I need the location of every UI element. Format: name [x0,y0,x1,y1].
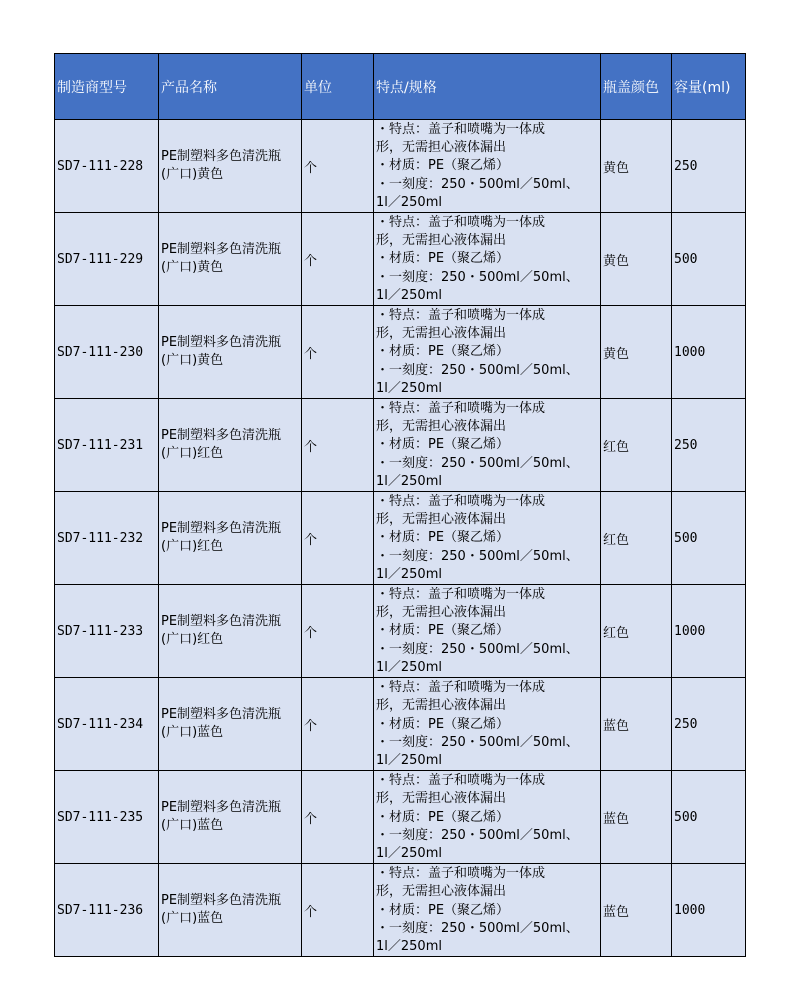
cell-unit: 个 [302,120,374,213]
spec-line: ・特点：盖子和喷嘴为一体成 [376,680,546,696]
table-row [55,120,746,213]
spec-line: ・材质：PE（聚乙烯） [376,437,510,453]
spec-line: ・一刻度：250・500ml／50ml、 [376,176,579,192]
cell-spec [374,585,601,678]
spec-line: 1l／250ml [376,287,442,303]
cell-cap-color: 黄色 [601,120,672,213]
spec-line: ・特点：盖子和喷嘴为一体成 [376,401,546,417]
cell-product-name: PE制塑料多色清洗瓶(广口)黄色 [159,306,302,399]
cell-unit: 个 [302,864,374,957]
spec-line: ・特点：盖子和喷嘴为一体成 [376,308,546,324]
spec-line: ・材质：PE（聚乙烯） [376,902,510,918]
spec-line: 形，无需担心液体漏出 [376,512,507,528]
cell-cap-color: 黄色 [601,213,672,306]
cell-capacity: 250 [672,120,746,213]
spec-line: 1l／250ml [376,566,442,582]
spec-line: ・材质：PE（聚乙烯） [376,716,510,732]
cell-capacity: 1000 [672,864,746,957]
spec-line: 形，无需担心液体漏出 [376,140,507,156]
spec-line: 形，无需担心液体漏出 [376,233,507,249]
cell-spec [374,492,601,585]
table-row [55,771,746,864]
spec-line: ・一刻度：250・500ml／50ml、 [376,920,579,936]
spec-line: 形，无需担心液体漏出 [376,791,507,807]
table-row [55,864,746,957]
cell-spec [374,864,601,957]
cell-cap-color: 黄色 [601,306,672,399]
spec-line: 形，无需担心液体漏出 [376,884,507,900]
cell-model: SD7-111-228 [55,120,159,213]
cell-cap-color: 蓝色 [601,771,672,864]
cell-cap-color: 蓝色 [601,864,672,957]
cell-cap-color: 蓝色 [601,678,672,771]
cell-capacity: 250 [672,678,746,771]
cell-spec [374,678,601,771]
cell-product-name: PE制塑料多色清洗瓶(广口)黄色 [159,213,302,306]
cell-capacity: 1000 [672,585,746,678]
cell-spec [374,306,601,399]
cell-unit: 个 [302,771,374,864]
cell-spec [374,120,601,213]
spec-line: ・材质：PE（聚乙烯） [376,623,510,639]
spec-line: ・特点：盖子和喷嘴为一体成 [376,866,546,882]
header-row [55,54,746,120]
cell-product-name: PE制塑料多色清洗瓶(广口)黄色 [159,120,302,213]
cell-product-name: PE制塑料多色清洗瓶(广口)红色 [159,399,302,492]
header-capacity: 容量(ml) [672,54,746,120]
spec-line: ・一刻度：250・500ml／50ml、 [376,641,579,657]
spec-line: 1l／250ml [376,938,442,954]
header-cap-color: 瓶盖颜色 [601,54,672,120]
spec-line: 形，无需担心液体漏出 [376,605,507,621]
cell-capacity: 500 [672,492,746,585]
spec-line: ・材质：PE（聚乙烯） [376,809,510,825]
cell-unit: 个 [302,399,374,492]
product-table [54,53,746,957]
spec-line: ・特点：盖子和喷嘴为一体成 [376,773,546,789]
cell-cap-color: 红色 [601,585,672,678]
spec-line: 形，无需担心液体漏出 [376,419,507,435]
spec-line: 形，无需担心液体漏出 [376,326,507,342]
spec-line: 1l／250ml [376,752,442,768]
header-spec: 特点/规格 [374,54,601,120]
cell-capacity: 500 [672,213,746,306]
cell-cap-color: 红色 [601,399,672,492]
header-unit: 单位 [302,54,374,120]
cell-unit: 个 [302,306,374,399]
cell-model: SD7-111-230 [55,306,159,399]
spec-line: 1l／250ml [376,380,442,396]
cell-product-name: PE制塑料多色清洗瓶(广口)蓝色 [159,678,302,771]
cell-unit: 个 [302,585,374,678]
cell-capacity: 1000 [672,306,746,399]
header-name: 产品名称 [159,54,302,120]
cell-unit: 个 [302,678,374,771]
spec-line: ・材质：PE（聚乙烯） [376,344,510,360]
table-row [55,213,746,306]
spec-line: ・材质：PE（聚乙烯） [376,158,510,174]
cell-model: SD7-111-232 [55,492,159,585]
cell-model: SD7-111-231 [55,399,159,492]
spec-line: ・特点：盖子和喷嘴为一体成 [376,122,546,137]
spec-line: 1l／250ml [376,194,442,210]
spec-line: ・特点：盖子和喷嘴为一体成 [376,494,546,510]
spec-line: 1l／250ml [376,659,442,675]
cell-product-name: PE制塑料多色清洗瓶(广口)蓝色 [159,864,302,957]
spec-line: ・特点：盖子和喷嘴为一体成 [376,215,546,231]
spec-line: ・特点：盖子和喷嘴为一体成 [376,587,546,603]
cell-spec [374,213,601,306]
cell-capacity: 250 [672,399,746,492]
table-row [55,306,746,399]
spec-line: 1l／250ml [376,845,442,861]
cell-model: SD7-111-234 [55,678,159,771]
cell-model: SD7-111-233 [55,585,159,678]
table-row [55,585,746,678]
spec-line: ・材质：PE（聚乙烯） [376,530,510,546]
cell-spec [374,771,601,864]
cell-spec [374,399,601,492]
spec-line: ・一刻度：250・500ml／50ml、 [376,269,579,285]
cell-product-name: PE制塑料多色清洗瓶(广口)红色 [159,585,302,678]
cell-capacity: 500 [672,771,746,864]
cell-unit: 个 [302,492,374,585]
table-row [55,399,746,492]
header-model: 制造商型号 [55,54,159,120]
table-row [55,678,746,771]
cell-unit: 个 [302,213,374,306]
spec-line: 1l／250ml [376,473,442,489]
cell-model: SD7-111-235 [55,771,159,864]
spec-line: 形，无需担心液体漏出 [376,698,507,714]
spec-line: ・一刻度：250・500ml／50ml、 [376,548,579,564]
spec-line: ・一刻度：250・500ml／50ml、 [376,827,579,843]
spec-line: ・一刻度：250・500ml／50ml、 [376,455,579,471]
cell-model: SD7-111-236 [55,864,159,957]
table-body [55,120,746,957]
cell-product-name: PE制塑料多色清洗瓶(广口)红色 [159,492,302,585]
cell-model: SD7-111-229 [55,213,159,306]
spec-line: ・一刻度：250・500ml／50ml、 [376,362,579,378]
spec-line: ・材质：PE（聚乙烯） [376,251,510,267]
table-row [55,492,746,585]
cell-product-name: PE制塑料多色清洗瓶(广口)蓝色 [159,771,302,864]
cell-cap-color: 红色 [601,492,672,585]
spec-line: ・一刻度：250・500ml／50ml、 [376,734,579,750]
